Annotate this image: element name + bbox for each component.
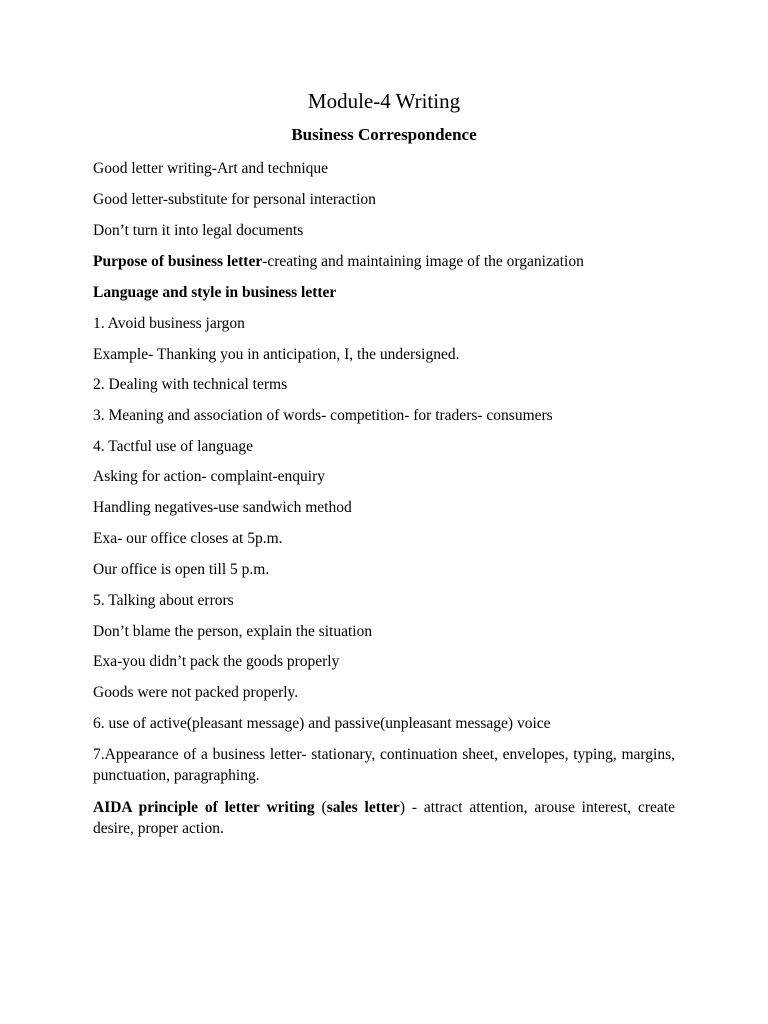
aida-label: AIDA principle of letter writing bbox=[93, 799, 315, 816]
document-subtitle: Business Correspondence bbox=[291, 125, 477, 144]
text-line: 1. Avoid business jargon bbox=[93, 315, 245, 332]
purpose-label: Purpose of business letter bbox=[93, 253, 263, 270]
aida-paragraph bbox=[93, 797, 675, 839]
text-line: Goods were not packed properly. bbox=[93, 684, 299, 701]
aida-close-paren: ) bbox=[399, 799, 405, 816]
text-line: 6. use of active(pleasant message) and passive(unpleasant message) voice bbox=[93, 715, 551, 732]
section-heading: Language and style in business letter bbox=[93, 284, 337, 301]
aida-open-paren: ( bbox=[314, 799, 327, 816]
text-line: Good letter writing-Art and technique bbox=[93, 160, 329, 177]
text-line: Good letter-substitute for personal interaction bbox=[93, 191, 376, 208]
text-line: 5. Talking about errors bbox=[93, 592, 234, 609]
purpose-line bbox=[93, 251, 675, 272]
purpose-text: -creating and maintaining image of the organization bbox=[262, 253, 584, 270]
text-line: Asking for action- complaint-enquiry bbox=[93, 468, 326, 485]
text-line: Don’t blame the person, explain the situation bbox=[93, 623, 373, 640]
text-line: Exa- our office closes at 5p.m. bbox=[93, 530, 283, 547]
document-title: Module-4 Writing bbox=[307, 89, 461, 113]
text-line: Example- Thanking you in anticipation, I, the undersigned. bbox=[93, 346, 460, 363]
text-line: Handling negatives-use sandwich method bbox=[93, 499, 352, 516]
text-line: 2. Dealing with technical terms bbox=[93, 376, 288, 393]
aida-text: - attract attention, arouse interest, create desire, proper action. bbox=[93, 799, 675, 837]
text-line: 3. Meaning and association of words- competition- for traders- consumers bbox=[93, 407, 553, 424]
appearance-paragraph: 7.Appearance of a business letter- stationary, continuation sheet, envelopes, typing, margins, punctuation, paragraphing. bbox=[93, 746, 675, 784]
aida-sales-label: sales letter bbox=[326, 799, 400, 816]
text-line: Don’t turn it into legal documents bbox=[93, 222, 304, 239]
text-line: Exa-you didn’t pack the goods properly bbox=[93, 653, 340, 670]
text-line: 4. Tactful use of language bbox=[93, 438, 254, 455]
text-line: Our office is open till 5 p.m. bbox=[93, 561, 270, 578]
